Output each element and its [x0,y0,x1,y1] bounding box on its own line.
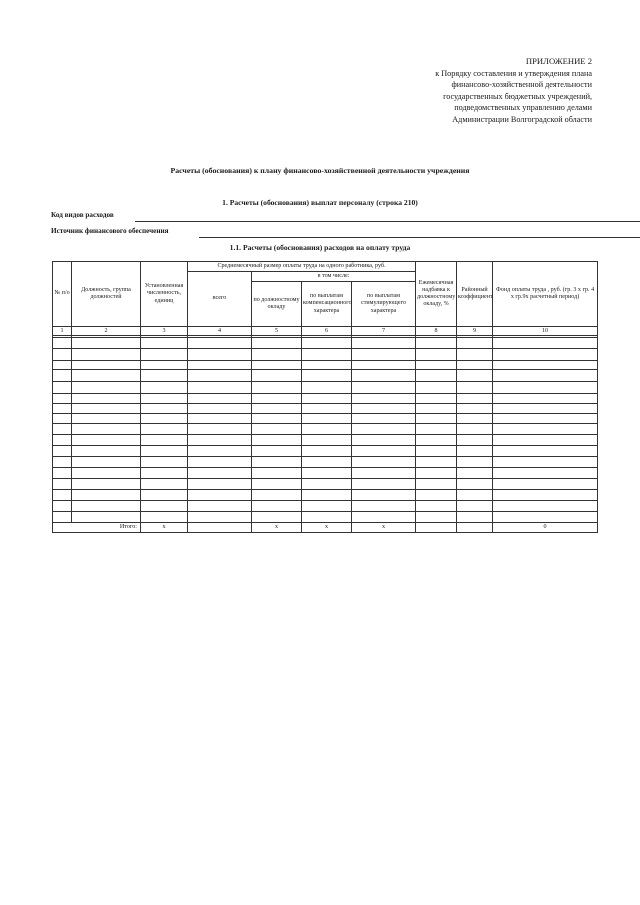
table-cell [352,512,416,523]
table-cell [416,382,457,394]
table-cell [53,394,72,404]
header-compensation: по выплатам компенсационного характера [302,282,352,327]
table-cell [252,424,302,435]
table-cell [457,361,493,370]
table-cell [141,479,188,490]
total-row [53,523,598,533]
table-cell [457,404,493,414]
table-cell [188,468,252,479]
table-cell [252,394,302,404]
table-cell [457,468,493,479]
table-cell [53,501,72,512]
table-cell [416,338,457,349]
expense-code-line [135,221,640,222]
section-1-title: 1. Расчеты (обоснования) выплат персоналу (строка 210) [222,198,418,207]
table-cell [53,479,72,490]
table-cell [352,414,416,424]
column-number: 4 [188,327,252,336]
table-cell [252,446,302,457]
table-cell [72,490,141,501]
document-title: Расчеты (обоснования) к плану финансово-хозяйственной деятельности учреждения [170,166,470,175]
table-cell [457,394,493,404]
table-cell [252,435,302,446]
table-cell [493,435,598,446]
table-cell [141,361,188,370]
table-cell [352,479,416,490]
table-cell [302,404,352,414]
table-cell [141,404,188,414]
table-cell [252,512,302,523]
table-cell [72,370,141,382]
table-cell [72,382,141,394]
table-cell [188,382,252,394]
table-cell [416,404,457,414]
table-cell [72,468,141,479]
table-cell [141,468,188,479]
table-cell [416,370,457,382]
table-cell [352,446,416,457]
table-cell [302,512,352,523]
table-cell [416,479,457,490]
table-row [53,414,598,424]
table-row [53,501,598,512]
table-cell [72,424,141,435]
table-cell [493,479,598,490]
total-cell: 0 [493,523,598,533]
table-row [53,424,598,435]
table-cell [53,468,72,479]
table-cell [252,501,302,512]
table-cell [416,490,457,501]
table-row [53,404,598,414]
table-cell [493,468,598,479]
table-row [53,512,598,523]
table-cell [53,424,72,435]
table-cell [72,446,141,457]
salary-calculation-table [52,261,598,533]
table-row [53,468,598,479]
table-cell [141,370,188,382]
table-cell [53,414,72,424]
total-cell: x [141,523,188,533]
column-number: 9 [457,327,493,336]
funding-source-label: Источник финансового обеспечения [51,227,169,235]
table-cell [53,361,72,370]
table-cell [252,370,302,382]
table-cell [188,479,252,490]
header-position: Должность, группа должностей [72,262,141,327]
table-cell [302,457,352,468]
table-row [53,382,598,394]
table-cell [302,446,352,457]
table-cell [493,424,598,435]
table-cell [53,512,72,523]
table-cell [72,512,141,523]
table-cell [416,349,457,361]
table-cell [141,382,188,394]
table-cell [188,424,252,435]
table-cell [352,394,416,404]
table-cell [493,490,598,501]
appendix-line: ПРИЛОЖЕНИЕ 2 [525,56,592,66]
header-total: всего [188,272,252,327]
table-cell [53,490,72,501]
table-cell [72,338,141,349]
header-avg-salary-group: Среднемесячный размер оплаты труда на одного работника, руб. [188,262,416,272]
table-cell [188,512,252,523]
table-cell [302,468,352,479]
column-number: 8 [416,327,457,336]
table-cell [141,435,188,446]
table-cell [252,479,302,490]
table-cell [188,370,252,382]
table-cell [252,361,302,370]
table-cell [141,457,188,468]
section-1-1-title: 1.1. Расчеты (обоснования) расходов на оплату труда [229,243,411,252]
table-cell [457,370,493,382]
table-cell [457,414,493,424]
table-cell [141,424,188,435]
column-number: 1 [53,327,72,336]
header-regional-coef: Районный коэффициент [457,262,493,327]
appendix-line: государственных бюджетных учреждений, [443,91,592,101]
table-cell [302,382,352,394]
table-cell [141,394,188,404]
header-including: в том числе: [252,272,416,282]
table-cell [493,414,598,424]
table-cell [141,349,188,361]
total-cell [457,523,493,533]
funding-source-line [199,237,640,238]
table-cell [416,457,457,468]
table-cell [457,479,493,490]
header-num: № п/о [53,262,72,327]
table-cell [416,512,457,523]
table-cell [416,424,457,435]
expense-code-label: Код видов расходов [51,211,114,219]
table-cell [416,394,457,404]
table-cell [72,349,141,361]
table-cell [72,435,141,446]
table-cell [188,490,252,501]
table-cell [188,361,252,370]
table-cell [457,490,493,501]
table-cell [72,394,141,404]
table-cell [352,349,416,361]
table-cell [457,512,493,523]
table-row [53,435,598,446]
table-cell [188,457,252,468]
table-cell [302,338,352,349]
table-cell [493,404,598,414]
table-cell [302,394,352,404]
table-cell [416,446,457,457]
appendix-line: Администрации Волгоградской области [452,114,592,124]
table-cell [493,338,598,349]
table-cell [302,490,352,501]
table-cell [457,435,493,446]
table-cell [302,435,352,446]
total-cell [188,523,252,533]
table-cell [141,490,188,501]
table-cell [416,414,457,424]
table-cell [252,414,302,424]
column-number: 5 [252,327,302,336]
table-cell [53,338,72,349]
table-cell [252,468,302,479]
table-cell [352,457,416,468]
table-cell [352,435,416,446]
column-numbers-row [53,327,598,336]
total-cell [416,523,457,533]
table-cell [457,446,493,457]
table-cell [352,424,416,435]
table-cell [302,361,352,370]
table-cell [72,414,141,424]
table-cell [252,490,302,501]
table-cell [53,446,72,457]
table-cell [416,501,457,512]
table-cell [252,457,302,468]
table-cell [416,468,457,479]
header-monthly-bonus: Ежемесячная надбавка к должностному окладу, % [416,262,457,327]
table-cell [252,382,302,394]
table-cell [302,414,352,424]
table-cell [141,512,188,523]
table-cell [416,361,457,370]
header-fund: Фонд оплаты труда , руб. (гр. 3 х гр. 4 х гр.9х расчетный период) [493,262,598,327]
table-cell [188,435,252,446]
table-cell [352,338,416,349]
table-cell [141,501,188,512]
table-cell [493,446,598,457]
total-label: Итого: [53,523,141,533]
table-cell [188,446,252,457]
table-cell [457,457,493,468]
table-cell [416,435,457,446]
table-cell [457,382,493,394]
header-incentive: по выплатам стимулирующего характера [352,282,416,327]
table-cell [188,394,252,404]
table-cell [252,338,302,349]
table-cell [188,501,252,512]
appendix-line: к Порядку составления и утверждения плана [435,68,592,78]
table-cell [302,370,352,382]
table-cell [493,349,598,361]
table-cell [302,424,352,435]
table-cell [141,414,188,424]
appendix-line: подведомственных управлению делами [454,103,592,113]
table-row [53,479,598,490]
table-cell [457,349,493,361]
table-body [53,338,598,523]
table-cell [493,361,598,370]
table-cell [302,479,352,490]
table-cell [352,361,416,370]
table-cell [72,361,141,370]
table-cell [53,382,72,394]
table-cell [188,404,252,414]
table-row [53,349,598,361]
table-row [53,446,598,457]
table-cell [493,382,598,394]
total-cell: x [352,523,416,533]
header-staff: Установленная численность, единиц [141,262,188,327]
table-row [53,394,598,404]
table-row [53,370,598,382]
table-cell [457,501,493,512]
table-cell [72,457,141,468]
table-cell [352,370,416,382]
column-number: 3 [141,327,188,336]
table-cell [53,404,72,414]
table-cell [493,394,598,404]
table-cell [53,457,72,468]
appendix-header [362,56,592,126]
table-cell [252,349,302,361]
table-cell [457,338,493,349]
table-cell [352,404,416,414]
table-row [53,361,598,370]
table-cell [53,349,72,361]
table-cell [352,490,416,501]
table-cell [493,457,598,468]
table-row [53,338,598,349]
column-number: 6 [302,327,352,336]
table-cell [188,338,252,349]
column-number: 2 [72,327,141,336]
header-official-salary: по должностному окладу [252,282,302,327]
appendix-line: финансово-хозяйственной деятельности [451,80,592,90]
table-cell [72,479,141,490]
table-cell [252,404,302,414]
total-cell: x [302,523,352,533]
column-number: 10 [493,327,598,336]
table-cell [352,468,416,479]
table-cell [352,382,416,394]
table-cell [457,424,493,435]
table-row [53,457,598,468]
table-cell [53,435,72,446]
table-cell [72,404,141,414]
table-row [53,490,598,501]
table-cell [493,512,598,523]
table-cell [302,349,352,361]
table-cell [188,414,252,424]
table-cell [352,501,416,512]
table-cell [493,501,598,512]
table-cell [53,370,72,382]
column-number: 7 [352,327,416,336]
table-cell [493,370,598,382]
table-cell [141,338,188,349]
table-cell [302,501,352,512]
table-cell [72,501,141,512]
total-cell: x [252,523,302,533]
table-cell [188,349,252,361]
table-cell [141,446,188,457]
